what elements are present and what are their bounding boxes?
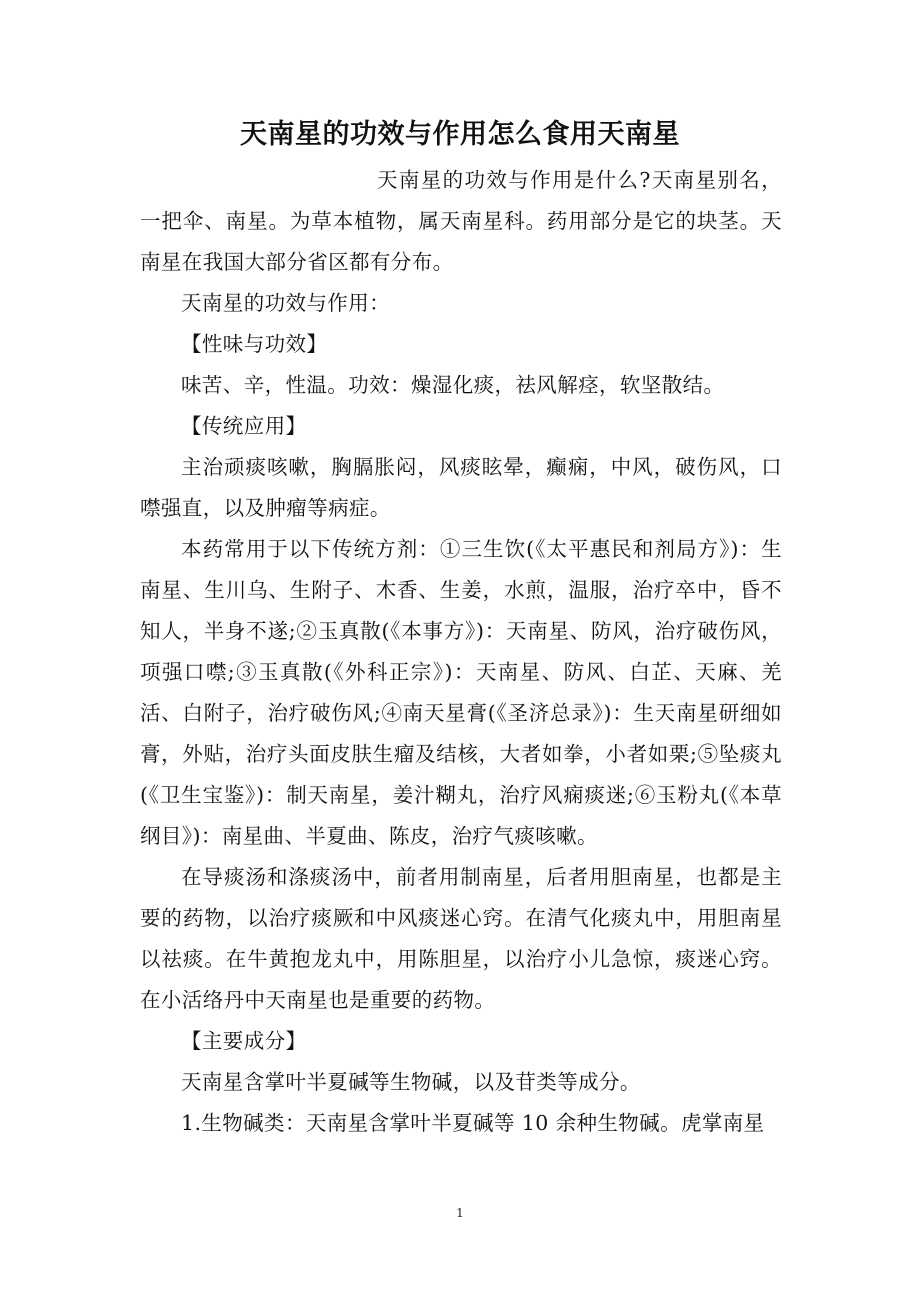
document-body [140, 160, 782, 1144]
document-title: 天南星的功效与作用怎么食用天南星 [240, 119, 680, 150]
paragraph-prescriptions: 本药常用于以下传统方剂：①三生饮(《太平惠民和剂局方》)：生南星、生川乌、生附子、木香、生姜，水煎，温服，治疗卒中，昏不知人，半身不遂;②玉真散(《本事方》)：天南星、防风，治疗破伤风，项强口噤;③玉真散(《外科正宗》)：天南星、防风、白芷、天麻、羌活、白附子，治疗破伤风;④南天星膏(《圣济总录》)：生天南星研细如膏，外贴，治疗头面皮肤生瘤及结核，大者如拳，小者如栗;⑤坠痰丸(《卫生宝鉴》)：制天南星，姜汁糊丸，治疗风痫痰迷;⑥玉粉丸(《本草纲目》)：南星曲、半夏曲、陈皮，治疗气痰咳嗽。 [140, 537, 782, 848]
section-heading-traditional-use: 【传统应用】 [181, 414, 307, 438]
paragraph-nature-and-effects: 味苦、辛，性温。功效：燥湿化痰，祛风解痉，软坚散结。 [181, 373, 725, 397]
paragraph-effects-heading: 天南星的功效与作用： [181, 291, 390, 315]
paragraph-alkaloids: 1.生物碱类：天南星含掌叶半夏碱等 10 余种生物碱。虎掌南星 [181, 1111, 765, 1135]
paragraph-formulas: 在导痰汤和涤痰汤中，前者用制南星，后者用胆南星，也都是主要的药物，以治疗痰厥和中风痰迷心窍。在清气化痰丸中，用胆南星以祛痰。在牛黄抱龙丸中，用陈胆星，以治疗小儿急惊，痰迷心窍。在小活络丹中天南星也是重要的药物。 [140, 865, 782, 1012]
section-heading-nature-and-effects: 【性味与功效】 [181, 332, 328, 356]
paragraph-indications: 主治顽痰咳嗽，胸膈胀闷，风痰眩晕，癫痫，中风，破伤风，口噤强直，以及肿瘤等病症。 [140, 455, 782, 520]
page-number: 1 [456, 1206, 464, 1220]
paragraph-components: 天南星含掌叶半夏碱等生物碱，以及苷类等成分。 [181, 1070, 641, 1094]
section-heading-main-components: 【主要成分】 [181, 1029, 307, 1053]
paragraph-intro: 天南星的功效与作用是什么?天南星别名，一把伞、南星。为草本植物，属天南星科。药用部分是它的块茎。天南星在我国大部分省区都有分布。 [140, 168, 782, 274]
